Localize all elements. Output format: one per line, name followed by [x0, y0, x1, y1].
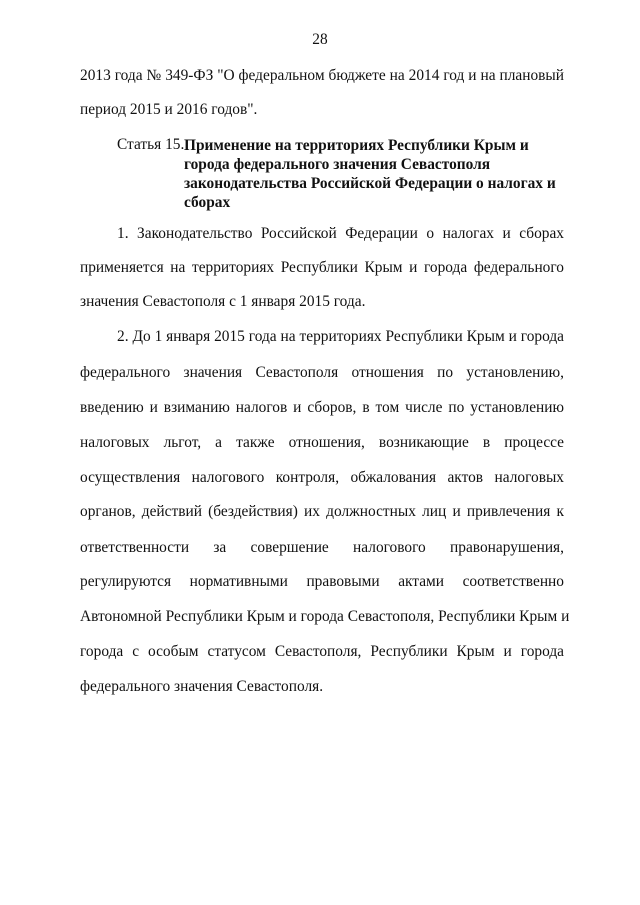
page-number: 28: [312, 31, 328, 48]
paragraph1-line-1: 1. Законодательство Российской Федерации о налогах и сборах: [117, 225, 564, 242]
paragraph2-line-1: 2. До 1 января 2015 года на территориях Республики Крым и города: [117, 328, 564, 345]
continuation-line-1: 2013 года № 349-ФЗ "О федеральном бюджете на 2014 год и на плановый: [80, 67, 564, 84]
article-label: Статья 15.: [117, 136, 185, 153]
paragraph2-line-10: города с особым статусом Севастополя, Республики Крым и города: [80, 643, 564, 660]
paragraph2-line-5: осуществления налогового контроля, обжалования актов налоговых: [80, 469, 564, 486]
article-title-line-1: Применение на территориях Республики Крым и: [184, 137, 529, 154]
article-title-line-4: сборах: [184, 194, 231, 211]
paragraph1-line-3: значения Севастополя с 1 января 2015 года.: [80, 293, 366, 310]
paragraph2-line-11: федерального значения Севастополя.: [80, 678, 324, 695]
paragraph2-line-4: налоговых льгот, а также отношения, возникающие в процессе: [80, 434, 564, 451]
paragraph2-line-3: введению и взиманию налогов и сборов, в том числе по установлению: [80, 399, 564, 416]
paragraph2-line-9: Автономной Республики Крым и города Севастополя, Республики Крым и: [80, 608, 570, 625]
continuation-line-2: период 2015 и 2016 годов".: [80, 101, 258, 118]
article-title-line-2: города федерального значения Севастополя: [184, 156, 491, 173]
article-title-line-3: законодательства Российской Федерации о налогах и: [184, 175, 556, 192]
paragraph2-line-2: федерального значения Севастополя отношения по установлению,: [80, 364, 564, 381]
paragraph2-line-7: ответственности за совершение налогового правонарушения,: [80, 539, 564, 556]
paragraph2-line-8: регулируются нормативными правовыми актами соответственно: [80, 573, 564, 590]
paragraph2-line-6: органов, действий (бездействия) их должностных лиц и привлечения к: [80, 503, 564, 520]
article-title: [184, 136, 556, 212]
paragraph1-line-2: применяется на территориях Республики Крым и города федерального: [80, 259, 564, 276]
